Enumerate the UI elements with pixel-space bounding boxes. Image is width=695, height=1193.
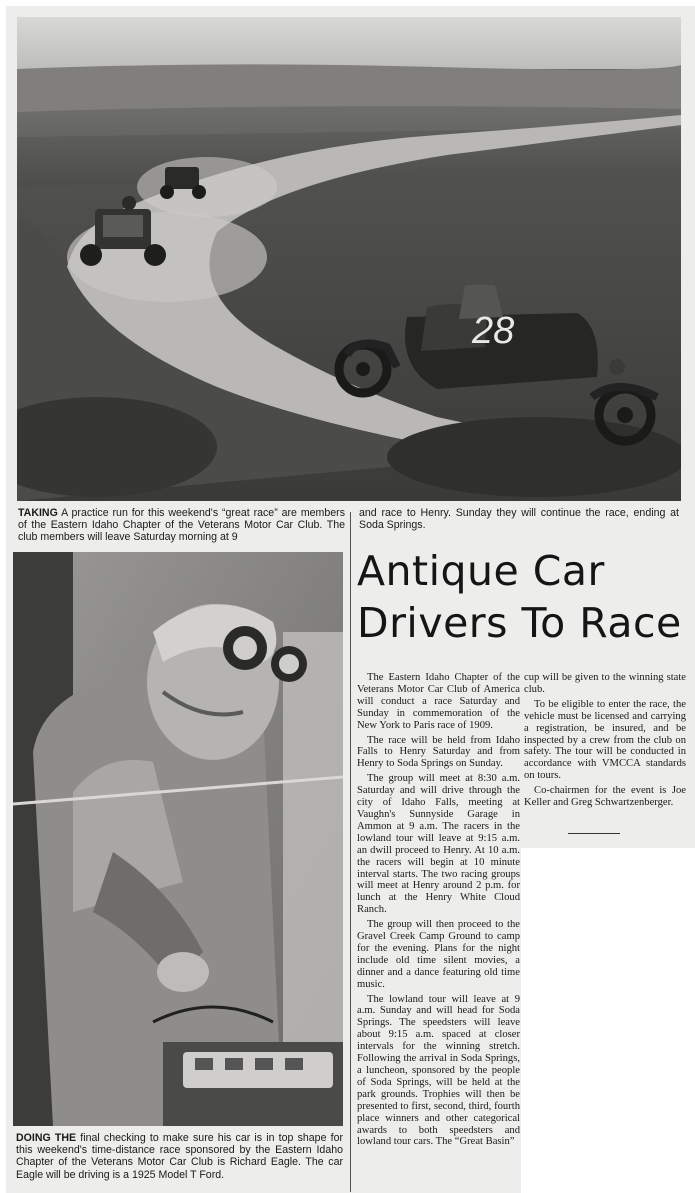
article-paragraph: The lowland tour will leave at 9 a.m. Sunday and will head for Soda Springs. The speedsters will leave about 9:15 a.m. spaced at closer intervals for the winning stretch. Following the arrival in Soda Springs, a luncheon, sponsored by the people of Soda Springs, will be held at the park grounds. Trophies will then be presented to first, second, third, fourth place winners and other categorical awards to both speedsters and lowland tour cars. The “Great Basin” [357, 993, 520, 1148]
column-divider [350, 512, 351, 1192]
article-paragraph: The race will be held from Idaho Falls to Henry Saturday and from Henry to Soda Springs on Sunday. [357, 734, 520, 770]
photo-race-cars [17, 17, 681, 501]
article-paragraph-continued: cup will be given to the winning state club. [524, 672, 686, 695]
car-number: 28 [472, 310, 515, 352]
caption-text: A practice run for this weekend's “great race” are members of the Eastern Idaho Chapter of the Veterans Motor Car Club. The club members will leave Saturday morning at 9 [18, 507, 345, 544]
article-paragraph: The group will meet at 8:30 a.m. Saturday and will drive through the city of Idaho Falls, meeting at Vaughn's Sunnyside Garage in Ammon at 9 a.m. The racers in the lowland tour will leave at 9:15 a.m. an dwill proceed to Henry. At 10 a.m. the racers will begin at 10 minute interval starts. The two racing groups will meet at Henry around 2 p.m. for lunch at the Henry White Cloud Ranch. [357, 773, 520, 916]
article-paragraph: The group will then proceed to the Gravel Creek Camp Ground to camp for the evening. Plans for the night include old time silent movies, a dinner and a dance featuring old time music. [357, 919, 520, 990]
headline [357, 545, 692, 649]
headline-line-1: Antique Car [357, 547, 605, 595]
photo-richard-eagle [13, 552, 343, 1126]
article-paragraph: Co-chairmen for the event is Joe Keller and Greg Schwartzenberger. [524, 785, 686, 809]
caption-lead: TAKING [18, 507, 58, 519]
caption-race-photo-continued [359, 507, 679, 531]
photo-race-cars-image [17, 17, 681, 501]
article-end-rule [568, 833, 620, 834]
photo-richard-eagle-image [13, 552, 343, 1126]
caption-text-continued: and race to Henry. Sunday they will continue the race, ending at Soda Springs. [359, 507, 679, 532]
article-column-1 [357, 672, 520, 1151]
article-column-2 [524, 672, 686, 812]
headline-line-2: Drivers To Race [357, 599, 682, 647]
article-paragraph: To be eligible to enter the race, the vehicle must be licensed and carrying a registration, be insured, and be inspected by a crew from the club on safety. The tour will be conducted in accordance with VMCCA standards on tours. [524, 698, 686, 782]
article-paragraph: The Eastern Idaho Chapter of the Veterans Motor Car Club of America will conduct a race Saturday and Sunday in commemoration of the New York to Paris race of 1909. [357, 672, 520, 731]
caption-lead: DOING THE [16, 1132, 77, 1144]
caption-race-photo [18, 507, 345, 544]
caption-eagle-photo [16, 1132, 343, 1181]
caption-text: final checking to make sure his car is in top shape for this weekend's time-distance race sponsored by the Eastern Idaho Chapter of the Veterans Motor Car Club is Richard Eagle. The car Eagle will be driving is a 1925 Model T Ford. [16, 1132, 344, 1181]
